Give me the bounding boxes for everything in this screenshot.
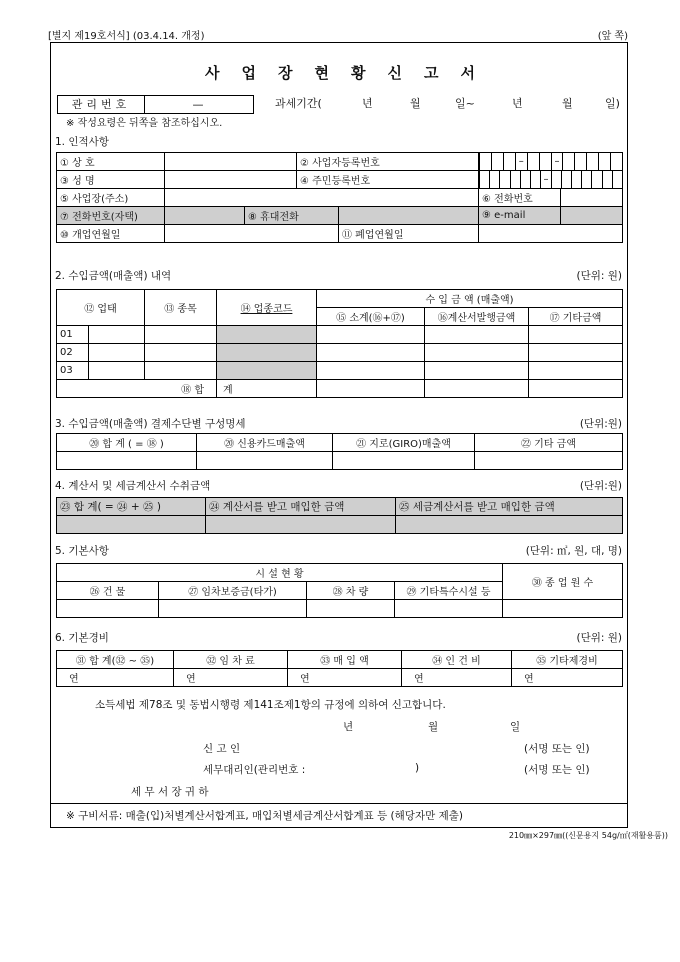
guide-note: ※ 작성요령은 뒤쪽을 참조하십시오. — [66, 118, 223, 129]
section5-unit: (단위: ㎡, 원, 대, 명) — [525, 545, 622, 557]
tax-period-label: 과세기간( — [275, 97, 322, 110]
biz-reg-no-label: ② 사업자등록번호 — [297, 153, 479, 171]
year-cell[interactable]: 연 — [512, 669, 623, 687]
filer-sign[interactable]: (서명 또는 인) — [524, 743, 590, 755]
phone-label: ⑥ 전화번호 — [479, 189, 561, 207]
revenue-table — [56, 289, 623, 398]
declaration-statement: 소득세법 제78조 및 동법시행령 제141조제1항의 규정에 의하여 신고합니다. — [95, 699, 446, 711]
item-header: ⑬ 종목 — [145, 290, 217, 326]
purchase-table — [56, 497, 623, 534]
personal-info-table — [56, 152, 623, 243]
mgmt-number-field[interactable]: — — [143, 95, 254, 114]
special-facility-header: ㉙ 기타특수시설 등 — [395, 582, 503, 600]
year-cell[interactable]: 연 — [57, 669, 174, 687]
home-phone-label: ⑦ 전화번호(자택) — [57, 207, 165, 225]
tax-invoice-purchase-header: ㉕ 세금계산서를 받고 매입한 금액 — [396, 498, 623, 516]
section4-title: 4. 계산서 및 세금계산서 수취금액 — [55, 480, 211, 492]
card-sales-header: ⑳ 신용카드매출액 — [197, 434, 333, 452]
basics-table — [56, 563, 623, 618]
mobile-field[interactable] — [339, 207, 479, 225]
decl-month: 월 — [428, 721, 439, 733]
decl-day: 일 — [510, 721, 521, 733]
filer-label: 신 고 인 — [203, 743, 241, 755]
rent-header: ㉜ 임 차 료 — [174, 651, 288, 669]
business-type-header: ⑫ 업태 — [57, 290, 145, 326]
section3-title: 3. 수입금액(매출액) 결제수단별 구성명세 — [55, 418, 246, 430]
email-label: ⑨ e-mail — [479, 207, 561, 225]
invoice-amount-header: ⑯계산서발행금액 — [425, 308, 529, 326]
close-date-field[interactable] — [479, 225, 623, 243]
giro-sales-header: ㉑ 지로(GIRO)매출액 — [333, 434, 475, 452]
subtotal-header: ⑮ 소계(⑯+⑰) — [317, 308, 425, 326]
mgmt-number-label: 관리번호 — [57, 95, 145, 114]
tax-period-day2: 일) — [605, 97, 620, 110]
section1-title: 1. 인적사항 — [55, 136, 109, 148]
year-cell[interactable]: 연 — [402, 669, 512, 687]
paper-spec: 210㎜×297㎜((신문용지 54g/㎡(재활용품)) — [508, 831, 668, 840]
tax-period-month1: 월 — [410, 97, 421, 110]
year-cell[interactable]: 연 — [288, 669, 402, 687]
trade-name-field[interactable] — [165, 153, 297, 171]
name-label: ③ 성 명 — [57, 171, 165, 189]
row-number: 02 — [57, 344, 89, 362]
car-header: ㉘ 차 량 — [307, 582, 395, 600]
agent-sign[interactable]: (서명 또는 인) — [524, 764, 590, 776]
purchase-total-header: ㉓ 합 계( = ㉔ + ㉕ ) — [57, 498, 206, 516]
total-label-2: 계 — [217, 380, 317, 398]
open-date-label: ⑩ 개업연월일 — [57, 225, 165, 243]
total-label: ⑱ 합 — [57, 380, 217, 398]
attachments-note: ※ 구비서류: 매출(입)처별계산서합계표, 매입처별세금계산서합계표 등 (해당자만 제출) — [66, 810, 463, 822]
section6-title: 6. 기본경비 — [55, 632, 109, 644]
expense-total-header: ㉛ 합 계(㉜ ~ ㉟) — [57, 651, 174, 669]
other-expense-header: ㉟ 기타제경비 — [512, 651, 623, 669]
section5-title: 5. 기본사항 — [55, 545, 109, 557]
resident-no-field[interactable]: – — [479, 171, 623, 189]
section2-unit: (단위: 원) — [576, 270, 622, 282]
labor-cost-header: ㉞ 인 건 비 — [402, 651, 512, 669]
email-field[interactable] — [561, 207, 623, 225]
year-cell[interactable]: 연 — [174, 669, 288, 687]
tax-agent-close: ) — [415, 762, 420, 774]
other-amount-header: ⑰ 기타금액 — [529, 308, 623, 326]
name-field[interactable] — [165, 171, 297, 189]
building-header: ㉖ 건 물 — [57, 582, 159, 600]
section3-unit: (단위:원) — [579, 418, 622, 430]
address-field[interactable] — [165, 189, 479, 207]
form-number: [별지 제19호서식] (03.4.14. 개정) — [48, 31, 205, 42]
industry-code-header: ⑭ 업종코드 — [217, 290, 317, 326]
employees-header: ㉚ 종 업 원 수 — [503, 564, 623, 600]
deposit-header: ㉗ 임차보증금(타가) — [159, 582, 307, 600]
close-date-label: ⑪ 폐업연월일 — [339, 225, 479, 243]
mobile-label: ⑧ 휴대전화 — [245, 207, 339, 225]
tax-period-month2: 월 — [562, 97, 573, 110]
biz-reg-no-field[interactable]: – – — [479, 153, 623, 171]
tax-period-year1: 년 — [362, 97, 373, 110]
open-date-field[interactable] — [165, 225, 339, 243]
tax-period-year2: 년 — [512, 97, 523, 110]
address-label: ⑤ 사업장(주소) — [57, 189, 165, 207]
tax-period-day1: 일~ — [455, 97, 475, 110]
section2-title: 2. 수입금액(매출액) 내역 — [55, 270, 172, 282]
resident-no-label: ④ 주민등록번호 — [297, 171, 479, 189]
revenue-header: 수 입 금 액 (매출액) — [317, 290, 623, 308]
section4-unit: (단위:원) — [579, 480, 622, 492]
payment-total-header: ⑳ 합 계 ( = ⑱ ) — [57, 434, 197, 452]
payment-table — [56, 433, 623, 470]
form-title: 사업장현황신고서 — [205, 64, 497, 82]
facility-header: 시 설 현 황 — [57, 564, 503, 582]
table-row — [57, 326, 623, 344]
home-phone-field[interactable] — [165, 207, 245, 225]
phone-field[interactable] — [561, 189, 623, 207]
tax-agent-label: 세무대리인(관리번호 : — [203, 764, 306, 776]
other-payment-header: ㉒ 기타 금액 — [475, 434, 623, 452]
page-side: (앞 쪽) — [597, 31, 628, 42]
section6-unit: (단위: 원) — [576, 632, 622, 644]
row-number: 01 — [57, 326, 89, 344]
addressee: 세 무 서 장 귀 하 — [131, 786, 209, 798]
row-number: 03 — [57, 362, 89, 380]
purchase-amount-header: ㉝ 매 입 액 — [288, 651, 402, 669]
invoice-purchase-header: ㉔ 계산서를 받고 매입한 금액 — [206, 498, 396, 516]
table-row — [57, 344, 623, 362]
trade-name-label: ① 상 호 — [57, 153, 165, 171]
expenses-table — [56, 650, 623, 687]
table-row — [57, 362, 623, 380]
decl-year: 년 — [343, 721, 354, 733]
divider — [50, 803, 628, 804]
